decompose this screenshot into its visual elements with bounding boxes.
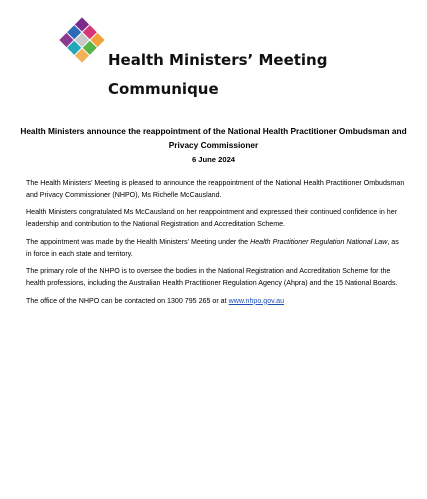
paragraph-announcement: The Health Ministers’ Meeting is pleased to announce the reappointment of the National Health Practitioner Ombudsman and Privacy Commissioner (NHPO), Ms Richelle McCausland. (26, 179, 405, 199)
communique-heading (108, 46, 327, 104)
paragraph-appointment (26, 237, 406, 260)
paragraph-appointment-text-end: , as in force in each state and territory. (26, 237, 399, 258)
announcement-title: Health Ministers announce the reappointment of the National Health Practitioner Ombudsman and Privacy Commissioner (20, 126, 407, 150)
heading-line-2: Communique (108, 80, 219, 98)
paragraph-congratulations: Health Ministers congratulated Ms McCausland on her reappointment and expressed their continued confidence in her leadership and contribution to the National Registration and Accreditation Scheme. (26, 208, 398, 229)
diamond-tile-logo-icon (56, 14, 108, 66)
national-law-title: Health Practitioner Regulation National Law (250, 237, 388, 246)
nhpo-website-link[interactable]: www.nhpo.gov.au (228, 296, 285, 305)
paragraph-role: The primary role of the NHPO is to oversee the bodies in the National Registration and Accreditation Scheme for the health professions, including the Australian Health Practitioner Regulation Agency (Ahpra) and the 15 National Boards. (26, 267, 398, 287)
heading-line-1: Health Ministers’ Meeting (108, 51, 328, 69)
paragraph-appointment-text: The appointment was made by the Health Ministers’ Meeting under the (26, 237, 251, 246)
announcement-date: 6 June 2024 (191, 155, 236, 164)
contact-text: The office of the NHPO can be contacted on 1300 795 265 or at (26, 296, 229, 305)
communique-body (26, 178, 406, 307)
paragraph-contact (26, 296, 406, 308)
health-ministers-logo-icon (56, 14, 108, 66)
